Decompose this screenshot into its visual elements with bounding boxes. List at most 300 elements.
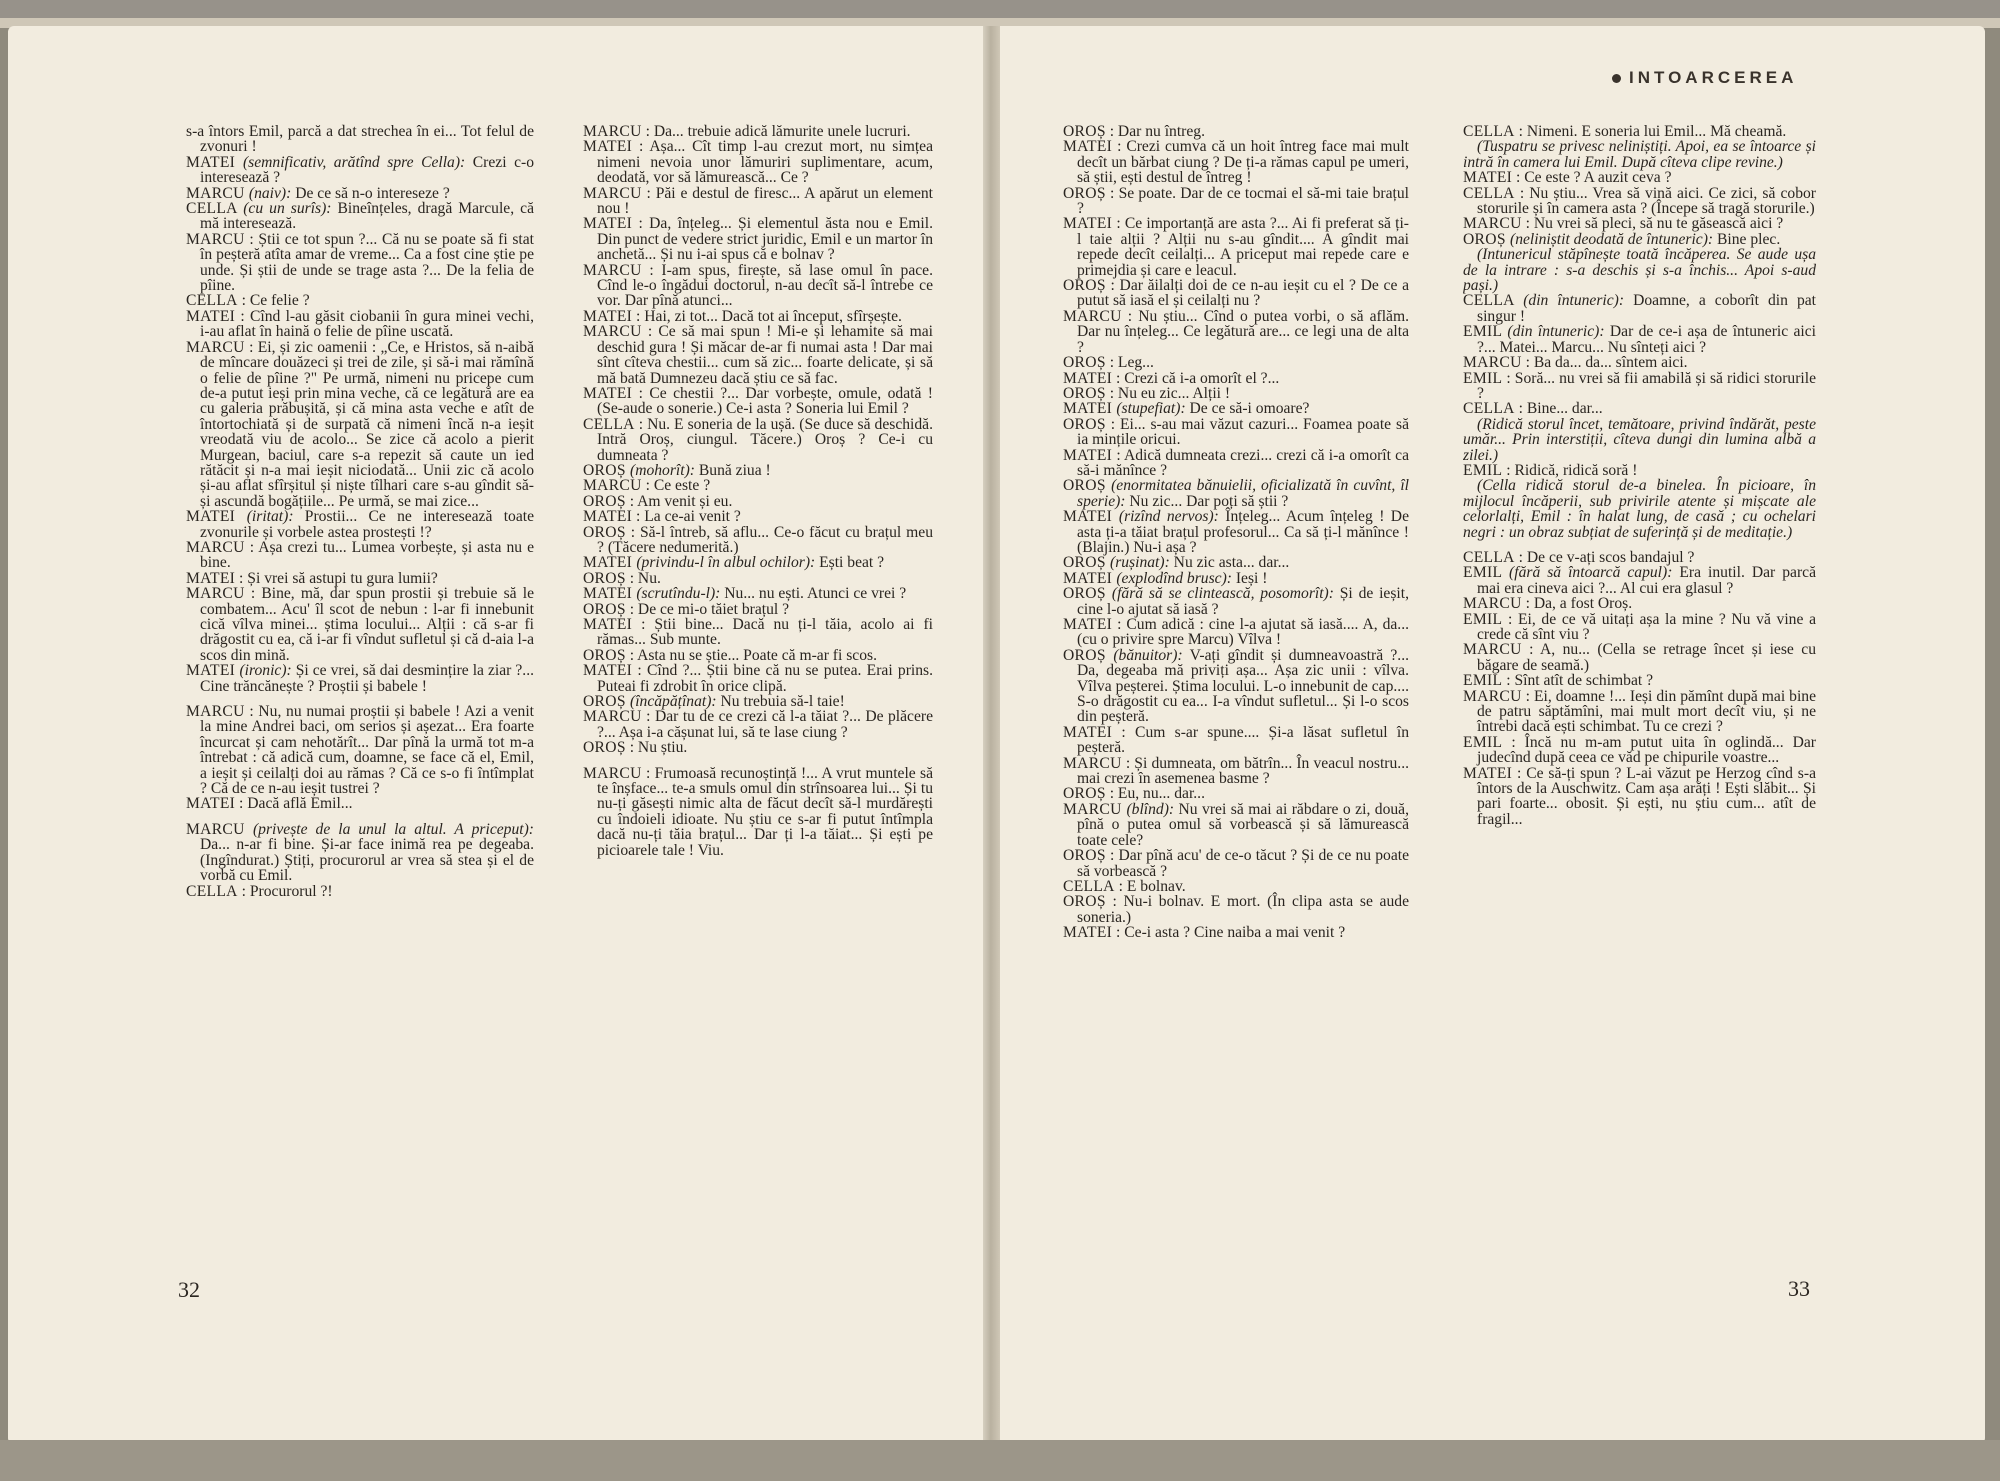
dialogue-text: : Știi bine... Dacă nu ți-l tăia, acolo ai fi rămas... Sub munte. (597, 616, 933, 649)
dialogue-text: Doamne, a coborît din pat singur ! (1477, 292, 1816, 325)
speaker-name: CELLA (1463, 548, 1515, 566)
dialogue-line (1463, 186, 1816, 217)
speaker-name: MATEI (1063, 616, 1113, 633)
dialogue-line (186, 586, 534, 663)
book-top-edge (0, 0, 2000, 18)
dialogue-text: : Bine, mă, dar spun prostii și trebuie să le combatem... Acu' îl scot de nebun : l-ar fi innebunit cică vîlva minei... știma locului... Alții : că s-ar fi drăgostit cu ea, că i-ar fi vîndut sufletul și că d-aia l-a scos din mină. (200, 585, 534, 664)
text-column-2 (583, 124, 933, 1254)
dialogue-text: : La ce-ai venit ? (632, 508, 741, 526)
dialogue-text: : Bine... dar... (1514, 400, 1603, 418)
dialogue-line (583, 509, 933, 524)
dialogue-line (186, 663, 534, 694)
dialogue-line (1063, 386, 1409, 401)
text-column-1 (186, 124, 534, 1254)
dialogue-line (186, 309, 534, 340)
speaker-name: OROȘ (583, 492, 626, 510)
dialogue-text: Bună ziua ! (694, 461, 771, 479)
speaker-name: MARCU (186, 703, 245, 721)
dialogue-line (186, 509, 534, 540)
dialogue-text: : Nu știu. (625, 739, 688, 757)
dialogue-line (186, 340, 534, 509)
dialogue-line (583, 417, 933, 463)
dialogue-line (1063, 848, 1409, 879)
dialogue-line (1463, 550, 1816, 565)
speaker-direction: (semnificativ, arătînd spre Cella): (242, 153, 466, 171)
speaker-direction: (rușinat): (1110, 554, 1170, 572)
speaker-name: EMIL (1463, 369, 1503, 387)
dialogue-text: Nu zic... Dar poți să știi ? (1125, 492, 1289, 510)
speaker-name: OROȘ (583, 739, 626, 757)
dialogue-text: : Ce este ? (641, 477, 711, 495)
speaker-direction: (enormitatea bănuielii, oficializată în cuvînt, îl sperie): (1077, 477, 1409, 510)
speaker-name: MARCU (186, 338, 245, 356)
dialogue-text: : Să-l întreb, să aflu... Ce-o făcut cu brațul meu ? (Tăcere nedumerită.) (597, 523, 933, 556)
dialogue-line (1063, 309, 1409, 355)
dialogue-line (1463, 401, 1816, 416)
speaker-name: OROȘ (583, 600, 626, 618)
speaker-direction: (blînd): (1126, 800, 1175, 818)
dialogue-text: Nu zic asta... dar... (1169, 554, 1290, 572)
dialogue-text: : Cînd ?... Știi bine că nu se putea. Erai prins. Puteai fi zdrobit în orice clipă. (597, 662, 933, 695)
dialogue-line (1063, 802, 1409, 848)
dialogue-text: : Și vrei să astupi tu gura lumii? (235, 569, 438, 587)
dialogue-line (1463, 232, 1816, 247)
dialogue-line (1463, 124, 1816, 139)
dialogue-line (1063, 278, 1409, 309)
running-head-text: INTOARCEREA (1629, 68, 1798, 87)
stage-direction: (Tuspatru se privesc neliniștiți. Apoi, ea se întoarce și intră în camera lui Emil. După cîteva clipe revine.) (1463, 138, 1816, 171)
dialogue-line (583, 216, 933, 262)
dialogue-text: : Da... trebuie adică lămurite unele lucruri. (641, 124, 911, 140)
speaker-direction: (scrutîndu-l): (636, 585, 721, 603)
dialogue-text: Nu vrei să mai ai răbdare o zi, două, pînă o putea omul să vorbească și să lămurească toate cele? (1077, 800, 1409, 849)
dialogue-text: : Nu eu zic... Alții ! (1105, 384, 1231, 402)
speaker-name: OROȘ (583, 461, 630, 479)
dialogue-text: : A, nu... (Cella se retrage încet și iese cu băgare de seamă.) (1477, 641, 1816, 674)
speaker-name: OROȘ (1063, 893, 1106, 911)
speaker-direction: (cu un surîs): (243, 200, 332, 218)
dialogue-text: : Nimeni. E soneria lui Emil... Mă cheamă. (1514, 124, 1787, 140)
dialogue-line (583, 709, 933, 740)
speaker-direction: (fără să întoarcă capul): (1509, 564, 1673, 582)
speaker-name: MARCU (1063, 800, 1127, 818)
dialogue-line (186, 293, 534, 308)
dialogue-line (186, 124, 534, 155)
dialogue-text: : De ce v-ați scos bandajul ? (1514, 548, 1695, 566)
dialogue-text: : Nu știu... Vrea să vină aici. Ce zici, să cobor storurile și în camera asta ? (Începe să tragă storurile.) (1477, 184, 1816, 218)
speaker-name: CELLA (1463, 400, 1515, 418)
dialogue-line (186, 540, 534, 571)
speaker-name: MARCU (583, 124, 642, 140)
speaker-name: MATEI (1063, 400, 1117, 418)
dialogue-text: Crezi c-o interesează ? (200, 153, 534, 187)
dialogue-text: : Încă nu m-am putut uita în oglindă... Dar judecînd după ceea ce văd pe chipurile voastre... (1477, 733, 1816, 767)
speaker-name: CELLA (1463, 292, 1524, 310)
speaker-name: MARCU (1463, 641, 1522, 659)
speaker-direction: (explodînd brusc): (1116, 569, 1232, 587)
speaker-name: MATEI (186, 508, 247, 526)
dialogue-line (1063, 371, 1409, 386)
stage-direction: (Ridică storul încet, temătoare, privind îndărăt, peste umăr... Prin interstiții, cîteva dungi din lumina albă a zilei.) (1463, 415, 1816, 464)
speaker-name: MATEI (583, 215, 633, 233)
dialogue-text: : E bolnav. (1114, 877, 1186, 895)
dialogue-line (1463, 642, 1816, 673)
dialogue-text: : Crezi cumva că un hoit întreg face mai mult decît un bărbat ciung ? De ți-a rămas capul pe umeri, să știi, ești destul de întreg ! (1077, 138, 1409, 187)
speaker-name: CELLA (1463, 124, 1515, 140)
dialogue-text: : Ce importanță are asta ?... Ai fi preferat să ți-l taie alții ? Alții nu s-au gîndit.... A gîndit mai repede decît ceilalți... A priceput mai repede care e primejdia și care e leacul. (1077, 215, 1409, 279)
dialogue-line (583, 555, 933, 570)
stage-direction: (Cella ridică storul de-a binelea. În picioare, în mijlocul încăperii, sub privirile atente și mișcate ale celorlalți, Emil : în halat lung, de casă ; cu ochelari negri : un obraz subțiat de suferință și de meditație.) (1463, 477, 1816, 541)
dialogue-line (186, 704, 534, 796)
dialogue-line (1463, 324, 1816, 355)
dialogue-line (186, 186, 534, 201)
dialogue-line (1063, 124, 1409, 139)
dialogue-line (1463, 293, 1816, 324)
dialogue-line (186, 884, 534, 899)
dialogue-text: Și de ieșit, cine l-o ajutat să iasă ? (1077, 585, 1409, 618)
speaker-name: EMIL (1463, 323, 1508, 341)
page-number-left: 32 (178, 1277, 200, 1302)
speaker-name: MATEI (1063, 138, 1113, 156)
dialogue-text: s-a întors Emil, parcă a dat strechea în ei... Tot felul de zvonuri ! (186, 124, 534, 156)
dialogue-text: Bineînțeles, dragă Marcule, că mă interesează. (200, 200, 534, 233)
speaker-name: CELLA (1063, 877, 1115, 895)
speaker-direction: (iritat): (246, 508, 294, 526)
speaker-name: MARCU (1063, 754, 1122, 772)
dialogue-text: : Frumoasă recunoștință !... A vrut muntele să te înșface... te-a smuls omul din strînsoarea lui... Și tu nu-ți găsești nimic alta de făcut decît să-l murdărești cu îndoieli idioate. Nu știu ce s-ar fi putut întîmpla dacă nu-ți tăia brațul... Dar ți l-a tăiat... Și ești pe picioarele tale ! Viu. (597, 764, 933, 859)
dialogue-line (1063, 478, 1409, 509)
dialogue-text: Ești beat ? (815, 554, 885, 572)
dialogue-line (1463, 355, 1816, 370)
dialogue-line (1063, 216, 1409, 278)
speaker-name: OROȘ (583, 693, 630, 711)
dialogue-line (186, 796, 534, 811)
speaker-direction: (naiv): (248, 184, 292, 202)
speaker-name: OROȘ (1063, 184, 1106, 202)
speaker-name: CELLA (186, 882, 238, 900)
bullet-icon (1612, 74, 1621, 83)
dialogue-line (1063, 925, 1409, 940)
speaker-name: MARCU (1063, 307, 1122, 325)
dialogue-line (1063, 509, 1409, 555)
dialogue-text: : Ridică, ridică soră ! (1502, 461, 1638, 479)
dialogue-line (1063, 586, 1409, 617)
dialogue-line (583, 602, 933, 617)
dialogue-line (1463, 689, 1816, 735)
speaker-name: CELLA (186, 200, 244, 218)
speaker-name: MARCU (186, 230, 245, 248)
dialogue-text: : Ce este ? A auzit ceva ? (1512, 169, 1672, 187)
dialogue-text: De ce să-i omoare? (1185, 400, 1310, 418)
book-bottom-edge (0, 1440, 2000, 1481)
dialogue-text: : Ei... s-au mai văzut cazuri... Foamea poate să ia mințile oricui. (1077, 415, 1409, 449)
speaker-name: MATEI (583, 616, 633, 633)
speaker-name: EMIL (1463, 733, 1503, 751)
dialogue-line (583, 663, 933, 694)
dialogue-text: : Dacă află Emil... (235, 795, 353, 813)
dialogue-line (1463, 216, 1816, 231)
dialogue-line (1063, 555, 1409, 570)
speaker-name: MARCU (186, 820, 253, 838)
dialogue-text: : Eu, nu... dar... (1105, 785, 1205, 803)
dialogue-line (1063, 401, 1409, 416)
speaker-name: MATEI (186, 662, 240, 680)
speaker-name: MATEI (583, 508, 633, 526)
dialogue-line (1463, 463, 1816, 478)
page-number-right: 33 (1788, 1276, 1810, 1301)
dialogue-line (583, 694, 933, 709)
dialogue-line (583, 386, 933, 417)
speaker-direction: (privindu-l în albul ochilor): (636, 554, 816, 572)
speaker-direction: (fără să se clintească, posomorît): (1111, 585, 1334, 603)
speaker-direction: (stupefiat): (1116, 400, 1186, 418)
speaker-name: OROȘ (1063, 415, 1106, 433)
dialogue-text: : Ce felie ? (237, 292, 310, 310)
dialogue-text: Era inutil. Dar parcă mai era cineva aici ?... Al cui era glasul ? (1477, 564, 1816, 597)
speaker-name: MARCU (583, 184, 642, 202)
speaker-direction: (din întuneric): (1507, 323, 1605, 341)
dialogue-text: : Asta nu se știe... Poate că m-ar fi scos. (625, 646, 877, 664)
dialogue-line (1063, 648, 1409, 725)
dialogue-text: : Crezi că i-a omorît el ?... (1112, 369, 1280, 387)
dialogue-line (583, 648, 933, 663)
dialogue-text: Da... n-ar fi bine. Și-ar face inimă rea pe degeaba. (Ingîndurat.) Știți, procurorul ar vrea să stea și el de vorbă cu Emil. (200, 836, 534, 885)
dialogue-line (1063, 355, 1409, 370)
speaker-name: OROȘ (1063, 646, 1114, 664)
dialogue-line (583, 478, 933, 493)
speaker-name: MATEI (583, 554, 637, 572)
book-gutter (983, 26, 1000, 1444)
dialogue-text: : Cum s-ar spune.... Și-a lăsat sufletul în peșteră. (1077, 723, 1409, 757)
running-head (1612, 68, 1797, 88)
speaker-name: MARCU (1463, 595, 1522, 613)
speaker-name: OROȘ (1063, 785, 1106, 803)
dialogue-line (1063, 879, 1409, 894)
speaker-name: EMIL (1463, 564, 1510, 582)
speaker-name: MATEI (186, 569, 236, 587)
speaker-name: OROȘ (1063, 554, 1110, 572)
speaker-direction: (încăpățînat): (630, 693, 717, 711)
dialogue-text: : Dar ăilalți doi de ce n-au ieșit cu el ? De ce a putut să iasă el și ceilalți nu ? (1077, 277, 1409, 310)
dialogue-line (1463, 735, 1816, 766)
dialogue-text: Dar de ce-i așa de întuneric aici ?... Matei... Marcu... Nu sînteți aici ? (1477, 323, 1816, 356)
dialogue-text: : Ei, și zic oamenii : „Ce, e Hristos, să n-aibă de mîncare douăzeci și trei de zile, și să-i mai rămînă o felie de pîine ?" Pe urmă, nimeni nu pricepe cum de-a putut ieși prin mina veche, că ce legătură are ea cu galeria prăbușită, și că mina asta veche e atît de întortochiată și de surpată că nimeni încă n-a ieșit vreodată viu de acolo... Se zice că acolo a pierit Murgean, baciul, care s-a repezit să caute un ied rătăcit și n-a mai ieșit niciodată... Unii zic că acolo și-au aflat sfîrșitul și niște tîlhari care s-au gîndit să-și ascundă bogățiile... Pe urmă, se mai zice... (200, 338, 534, 510)
dialogue-line (583, 494, 933, 509)
dialogue-line (583, 463, 933, 478)
speaker-name: OROȘ (1063, 477, 1112, 495)
dialogue-text: Bine plec. (1713, 230, 1781, 248)
dialogue-text: : Hai, zi tot... Dacă tot ai început, sfîrșește. (632, 307, 902, 325)
speaker-name: MARCU (583, 323, 642, 341)
dialogue-text: : Ei, doamne !... Ieși din pămînt după mai bine de patru săptămîni, mai mult mort decît viu, și ne întrebi dacă ești schimbat. Tu ce crezi ? (1477, 687, 1816, 736)
speaker-name: MATEI (583, 662, 633, 680)
dialogue-line (1063, 894, 1409, 925)
speaker-name: OROȘ (1463, 230, 1510, 248)
speaker-name: OROȘ (583, 646, 626, 664)
dialogue-line (1063, 756, 1409, 787)
dialogue-text: : Nu știu... Cînd o putea vorbi, o să aflăm. Dar nu înțeleg... Ce legătură are... ce legi una de alta ? (1077, 307, 1409, 356)
text-column-3 (1063, 124, 1409, 1254)
dialogue-text: : Procurorul ?! (237, 882, 333, 900)
dialogue-line (583, 124, 933, 139)
dialogue-text: : Ce-i asta ? Cine naiba a mai venit ? (1112, 924, 1346, 942)
dialogue-line (1463, 371, 1816, 402)
dialogue-text: : Sînt atît de schimbat ? (1502, 672, 1654, 690)
speaker-name: MATEI (583, 384, 633, 402)
speaker-name: OROȘ (1063, 384, 1106, 402)
dialogue-line (1463, 565, 1816, 596)
speaker-name: OROȘ (1063, 585, 1112, 603)
speaker-name: MARCU (583, 477, 642, 495)
speaker-direction: (bănuitor): (1113, 646, 1183, 664)
dialogue-text: : Da, a fost Oroș. (1521, 595, 1633, 613)
dialogue-text: : Da, înțeleg... Și elementul ăsta nou e Emil. Din punct de vedere strict juridic, Emil e un martor în anchetă... Și nu i-ai spus că e bolnav ? (597, 215, 933, 264)
speaker-name: MARCU (1463, 215, 1522, 233)
dialogue-text: Nu trebuia să-l taie! (716, 693, 845, 711)
dialogue-text: : Dar nu întreg. (1105, 124, 1205, 140)
dialogue-text: Nu... nu ești. Atunci ce vrei ? (720, 585, 907, 603)
dialogue-text: : Cum adică : cine l-a ajutat să iasă.... A, da... (cu o privire spre Marcu) Vîlva ! (1077, 616, 1409, 649)
dialogue-line (583, 263, 933, 309)
text-column-4 (1463, 124, 1816, 1254)
dialogue-text: : Așa crezi tu... Lumea vorbește, și asta nu e bine. (200, 538, 534, 572)
speaker-name: OROȘ (1063, 124, 1106, 140)
dialogue-line (186, 155, 534, 186)
speaker-name: MATEI (583, 585, 637, 603)
dialogue-text: : De ce mi-o tăiet brațul ? (625, 600, 790, 618)
speaker-name: CELLA (1463, 184, 1515, 202)
speaker-name: MATEI (1063, 446, 1113, 464)
speaker-name: MATEI (1063, 723, 1113, 741)
dialogue-text: Înțeleg... Acum înțeleg ! De asta ți-a tăiat brațul profesorul... Ca să ți-l mănînce ! (Blajin.) Nu-i așa ? (1077, 508, 1409, 556)
dialogue-line (1463, 766, 1816, 828)
dialogue-line (583, 740, 933, 755)
dialogue-text: : Cînd l-au găsit ciobanii în gura minei vechi, i-au aflat în haină o felie de pîine uscată. (200, 307, 534, 341)
dialogue-text: : Nu vrei să pleci, să nu te găsească aici ? (1521, 215, 1784, 233)
dialogue-text: : Ba da... da... sîntem aici. (1521, 354, 1688, 372)
dialogue-text: : Am venit și eu. (625, 492, 733, 510)
speaker-name: MARCU (1463, 687, 1522, 705)
speaker-name: MARCU (1463, 354, 1522, 372)
dialogue-text: : Leg... (1105, 354, 1154, 372)
dialogue-line (1063, 448, 1409, 479)
dialogue-text: : Adică dumneata crezi... crezi că i-a omorît ca să-i mănînce ? (1077, 446, 1409, 479)
speaker-name: CELLA (186, 292, 238, 310)
dialogue-text: : Nu. (625, 569, 661, 587)
dialogue-line (1463, 612, 1816, 643)
speaker-name: MATEI (1463, 764, 1513, 782)
dialogue-line (186, 822, 534, 884)
speaker-name: MARCU (186, 538, 245, 556)
dialogue-text: V-ați gîndit și dumneavoastră ?... Da, degeaba mă priviți așa... Așa zic unii : vîlva. Vîlva peșterei. Știma locului. L-o innebunit de cap.... S-o drăgostit cu ea... I-a vîndut sufletul... Și l-o scos din peșteră. (1077, 646, 1409, 726)
speaker-direction: (rizînd nervos): (1118, 508, 1219, 526)
speaker-name: MARCU (186, 585, 245, 603)
speaker-name: MATEI (1063, 924, 1113, 942)
dialogue-line (583, 309, 933, 324)
dialogue-line (1063, 417, 1409, 448)
dialogue-text: : I-am spus, firește, să lase omul în pace. Cînd le-o îngădui doctorul, n-au decît să-l întrebe ce vor. Dar pînă atunci... (597, 261, 933, 310)
dialogue-line (1063, 571, 1409, 586)
speaker-name: MATEI (1063, 569, 1117, 587)
speaker-name: MARCU (186, 184, 249, 202)
dialogue-text: : Se poate. Dar de ce tocmai el să-mi taie brațul ? (1077, 184, 1409, 218)
dialogue-line (1463, 170, 1816, 185)
speaker-name: MARCU (583, 764, 642, 782)
speaker-name: MARCU (583, 708, 642, 726)
dialogue-line (1063, 617, 1409, 648)
dialogue-line (583, 324, 933, 386)
dialogue-text: : Nu-i bolnav. E mort. (În clipa asta se aude soneria.) (1077, 893, 1409, 926)
stage-direction: (Intunericul stăpînește toată încăperea. Se aude ușa de la intrare : s-a deschis și s-a închis... Apoi s-aud pași.) (1463, 246, 1816, 295)
dialogue-line (1463, 596, 1816, 611)
dialogue-line (583, 571, 933, 586)
speaker-name: OROȘ (583, 569, 626, 587)
speaker-name: OROȘ (1063, 354, 1106, 372)
speaker-direction: (privește de la unul la altul. A priceput): (252, 820, 534, 838)
speaker-name: OROȘ (583, 523, 626, 541)
dialogue-text: De ce să n-o intereseze ? (291, 184, 450, 202)
dialogue-text: : Păi e destul de firesc... A apărut un element nou ! (597, 184, 933, 218)
dialogue-text: : Ce să mai spun ! Mi-e și lehamite să mai deschid gura ! Și măcar de-ar fi numai asta ! Dar mai sînt cîteva chestii... cum să zic... foarte delicate, și să mă bată Dumnezeu dacă știu ce să fac. (597, 323, 933, 387)
dialogue-text: : Nu, nu numai proștii și babele ! Azi a venit la mine Andrei baci, om serios și așezat... Era foarte încurcat și cam nehotărît... Dar pînă la urmă tot m-a întrebat : că adică cum, doamne, se face că el, Emil, a ieșit și ceilalți doi au rămas ? Că ce s-o fi întîmplat ? Că de ce n-au ieșit tustrei ? (200, 703, 534, 798)
dialogue-line (583, 617, 933, 648)
speaker-name: MARCU (583, 261, 642, 279)
speaker-direction: (din întuneric): (1523, 292, 1625, 310)
dialogue-line (1463, 673, 1816, 688)
dialogue-text: Ieși ! (1231, 569, 1268, 587)
dialogue-text: : Ei, de ce vă uitați așa la mine ? Nu vă vine a crede că sînt viu ? (1477, 610, 1816, 643)
speaker-name: CELLA (583, 415, 635, 433)
dialogue-line (1063, 186, 1409, 217)
dialogue-text: : Așa... Cît timp l-au crezut mort, nu simțea nimeni nevoia unor lămuriri suplimentare, acum, deodată, vor să lămurească... Ce ? (597, 138, 933, 187)
dialogue-line (583, 186, 933, 217)
speaker-name: MATEI (583, 307, 633, 325)
dialogue-line (1063, 786, 1409, 801)
speaker-name: MATEI (583, 138, 633, 156)
speaker-name: OROȘ (1063, 847, 1106, 865)
speaker-direction: (neliniștit deodată de întuneric): (1510, 230, 1714, 248)
dialogue-line (186, 571, 534, 586)
dialogue-line (186, 232, 534, 294)
dialogue-line (583, 766, 933, 858)
speaker-direction: (ironic): (239, 662, 292, 680)
speaker-name: EMIL (1463, 461, 1503, 479)
dialogue-line (1063, 725, 1409, 756)
speaker-direction: (mohorît): (630, 461, 695, 479)
dialogue-text: : Nu. E soneria de la ușă. (Se duce să deschidă. Intră Oroș, ciungul. Tăcere.) Oroș ? Ce-i cu dumneata ? (597, 415, 933, 464)
speaker-name: MATEI (186, 307, 236, 325)
dialogue-text: : Ce chestii ?... Dar vorbește, omule, odată ! (Se-aude o sonerie.) Ce-i asta ? Soneria lui Emil ? (597, 384, 933, 418)
dialogue-text: : Dar pînă acu' de ce-o tăcut ? Și de ce nu poate să vorbească ? (1077, 847, 1409, 880)
speaker-name: EMIL (1463, 610, 1503, 628)
speaker-name: MATEI (1063, 215, 1113, 233)
dialogue-text: Prostii... Ce ne interesează toate zvonurile și vorbele astea prostești !? (200, 508, 534, 541)
dialogue-text: : Dar tu de ce crezi că l-a tăiat ?... De plăcere ?... Așa i-a cășunat lui, să te lase ciung ? (597, 708, 933, 741)
speaker-name: MATEI (1063, 508, 1119, 526)
speaker-name: EMIL (1463, 672, 1503, 690)
dialogue-text: : Soră... nu vrei să fii amabilă și să ridici storurile ? (1477, 369, 1816, 402)
dialogue-text: : Ce să-ți spun ? L-ai văzut pe Herzog cînd s-a întors de la Auschwitz. Cam așa arăți ! Ești slăbit... Și pari foarte... obosit. Și ești, nu știu cum... atît de fragil... (1477, 764, 1816, 828)
dialogue-line (583, 139, 933, 185)
dialogue-line (186, 201, 534, 232)
dialogue-text: Și ce vrei, să dai desmințire la ziar ?... Cine trăncănește ? Proștii și babele ! (200, 662, 534, 695)
speaker-name: MATEI (186, 153, 243, 171)
speaker-name: OROȘ (1063, 277, 1106, 295)
speaker-name: MATEI (186, 795, 236, 813)
dialogue-line (583, 586, 933, 601)
dialogue-text: : Și dumneata, om bătrîn... În veacul nostru... mai crezi în asemenea basme ? (1077, 754, 1409, 788)
speaker-name: MATEI (1063, 369, 1113, 387)
